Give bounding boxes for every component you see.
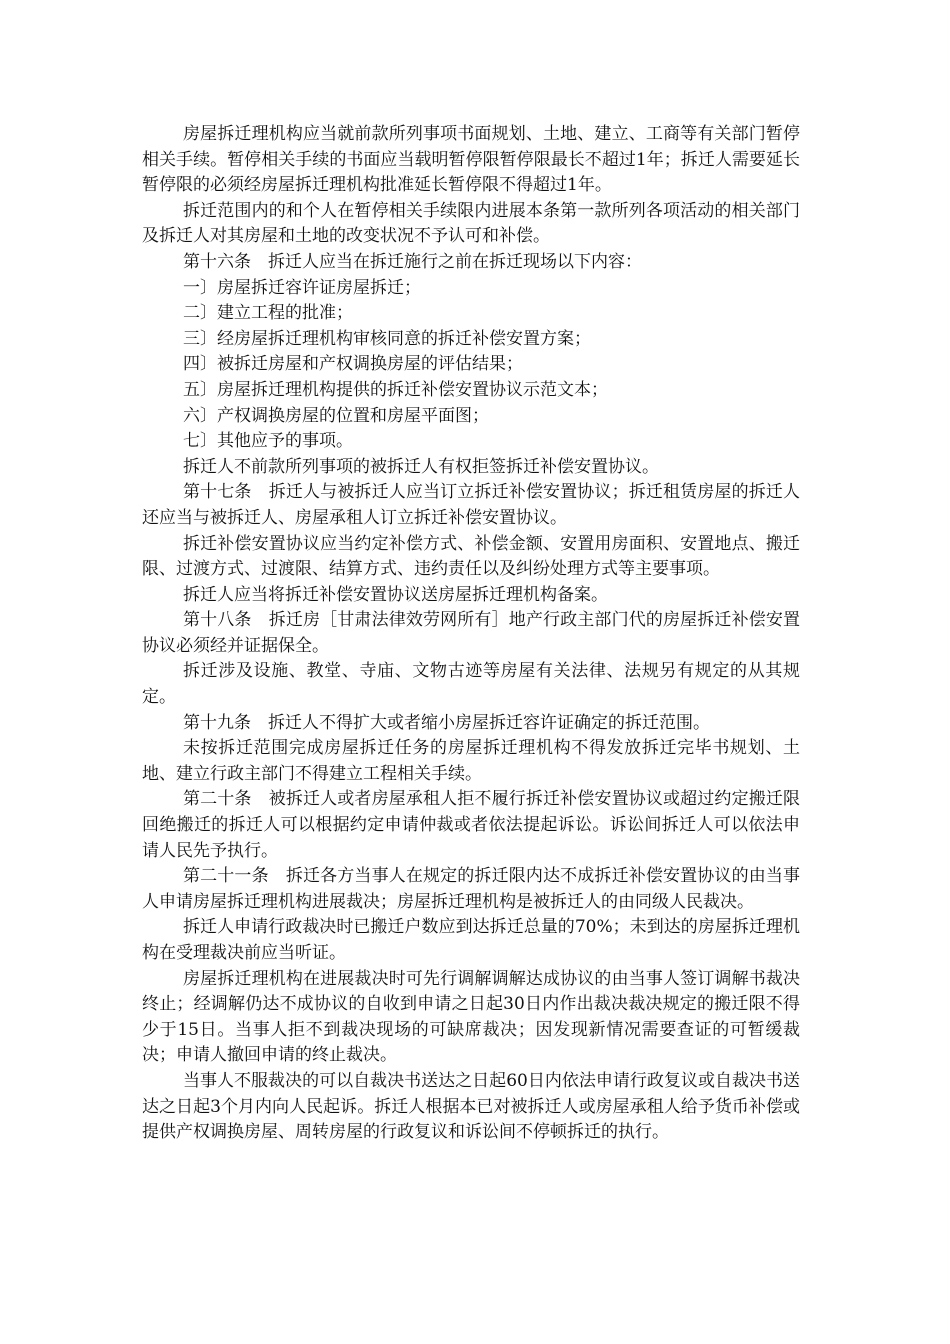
paragraph: 拆迁范围内的和个人在暂停相关手续限内进展本条第一款所列各项活动的相关部门及拆迁人对其房屋和土地的改变状况不予认可和补偿。: [142, 200, 800, 247]
paragraph: 拆迁人申请行政裁决时已搬迁户数应到达拆迁总量的70%；未到达的房屋拆迁理机构在受理裁决前应当听证。: [142, 917, 800, 963]
paragraph: 拆迁涉及设施、教堂、寺庙、文物古迹等房屋有关法律、法规另有规定的从其规定。: [142, 661, 800, 708]
paragraph: 拆迁人不前款所列事项的被拆迁人有权拒签拆迁补偿安置协议。: [183, 456, 659, 477]
list-item: 七〕其他应予的事项。: [183, 431, 353, 452]
article-17: 第十七条 拆迁人与被拆迁人应当订立拆迁补偿安置协议；拆迁租赁房屋的拆迁人还应当与被拆迁人、房屋承租人订立拆迁补偿安置协议。: [142, 482, 800, 528]
list-item: 一〕房屋拆迁容许证房屋拆迁；: [183, 277, 421, 298]
article-21: 第二十一条 拆迁各方当事人在规定的拆迁限内达不成拆迁补偿安置协议的由当事人申请房屋拆迁理机构进展裁决；房屋拆迁理机构是被拆迁人的由同级人民裁决。: [142, 866, 800, 912]
list-item: 五〕房屋拆迁理机构提供的拆迁补偿安置协议示范文本；: [183, 379, 608, 400]
document-page: [142, 122, 800, 1146]
article-19: 第十九条 拆迁人不得扩大或者缩小房屋拆迁容许证确定的拆迁范围。: [183, 712, 710, 733]
paragraph: 当事人不服裁决的可以自裁决书送达之日起60日内依法申请行政复议或自裁决书送达之日起3个月内向人民起诉。拆迁人根据本已对被拆迁人或房屋承租人给予货币补偿或提供产权调换房屋、周转房屋的行政复议和诉讼间不停顿拆迁的执行。: [142, 1070, 800, 1143]
list-item: 二〕建立工程的批准；: [183, 303, 353, 324]
paragraph: 房屋拆迁理机构应当就前款所列事项书面规划、土地、建立、工商等有关部门暂停相关手续。暂停相关手续的书面应当载明暂停限暂停限最长不超过1年；拆迁人需要延长暂停限的必须经房屋拆迁理机构批准延长暂停限不得超过1年。: [142, 124, 800, 196]
list-item: 三〕经房屋拆迁理机构审核同意的拆迁补偿安置方案；: [183, 328, 591, 349]
article-18: 第十八条 拆迁房［甘肃法律效劳网所有］地产行政主部门代的房屋拆迁补偿安置协议必须经并证据保全。: [142, 610, 800, 656]
article-20: 第二十条 被拆迁人或者房屋承租人拒不履行拆迁补偿安置协议或超过约定搬迁限回绝搬迁的拆迁人可以根据约定申请仲裁或者依法提起诉讼。诉讼间拆迁人可以依法申请人民先予执行。: [142, 789, 800, 861]
paragraph: 拆迁补偿安置协议应当约定补偿方式、补偿金额、安置用房面积、安置地点、搬迁限、过渡方式、过渡限、结算方式、违约责任以及纠纷处理方式等主要事项。: [142, 533, 800, 580]
paragraph: 房屋拆迁理机构在进展裁决时可先行调解调解达成协议的由当事人签订调解书裁决终止；经调解仍达不成协议的自收到申请之日起30日内作出裁决裁决规定的搬迁限不得少于15日。当事人拒不到裁决现场的可缺席裁决；因发现新情况需要查证的可暂缓裁决；申请人撤回申请的终止裁决。: [142, 968, 800, 1066]
paragraph: 拆迁人应当将拆迁补偿安置协议送房屋拆迁理机构备案。: [183, 584, 608, 605]
list-item: 四〕被拆迁房屋和产权调换房屋的评估结果；: [183, 354, 523, 375]
list-item: 六〕产权调换房屋的位置和房屋平面图；: [183, 405, 489, 426]
article-16-heading: 第十六条 拆迁人应当在拆迁施行之前在拆迁现场以下内容：: [183, 251, 642, 272]
paragraph: 未按拆迁范围完成房屋拆迁任务的房屋拆迁理机构不得发放拆迁完毕书规划、土地、建立行政主部门不得建立工程相关手续。: [142, 738, 800, 784]
